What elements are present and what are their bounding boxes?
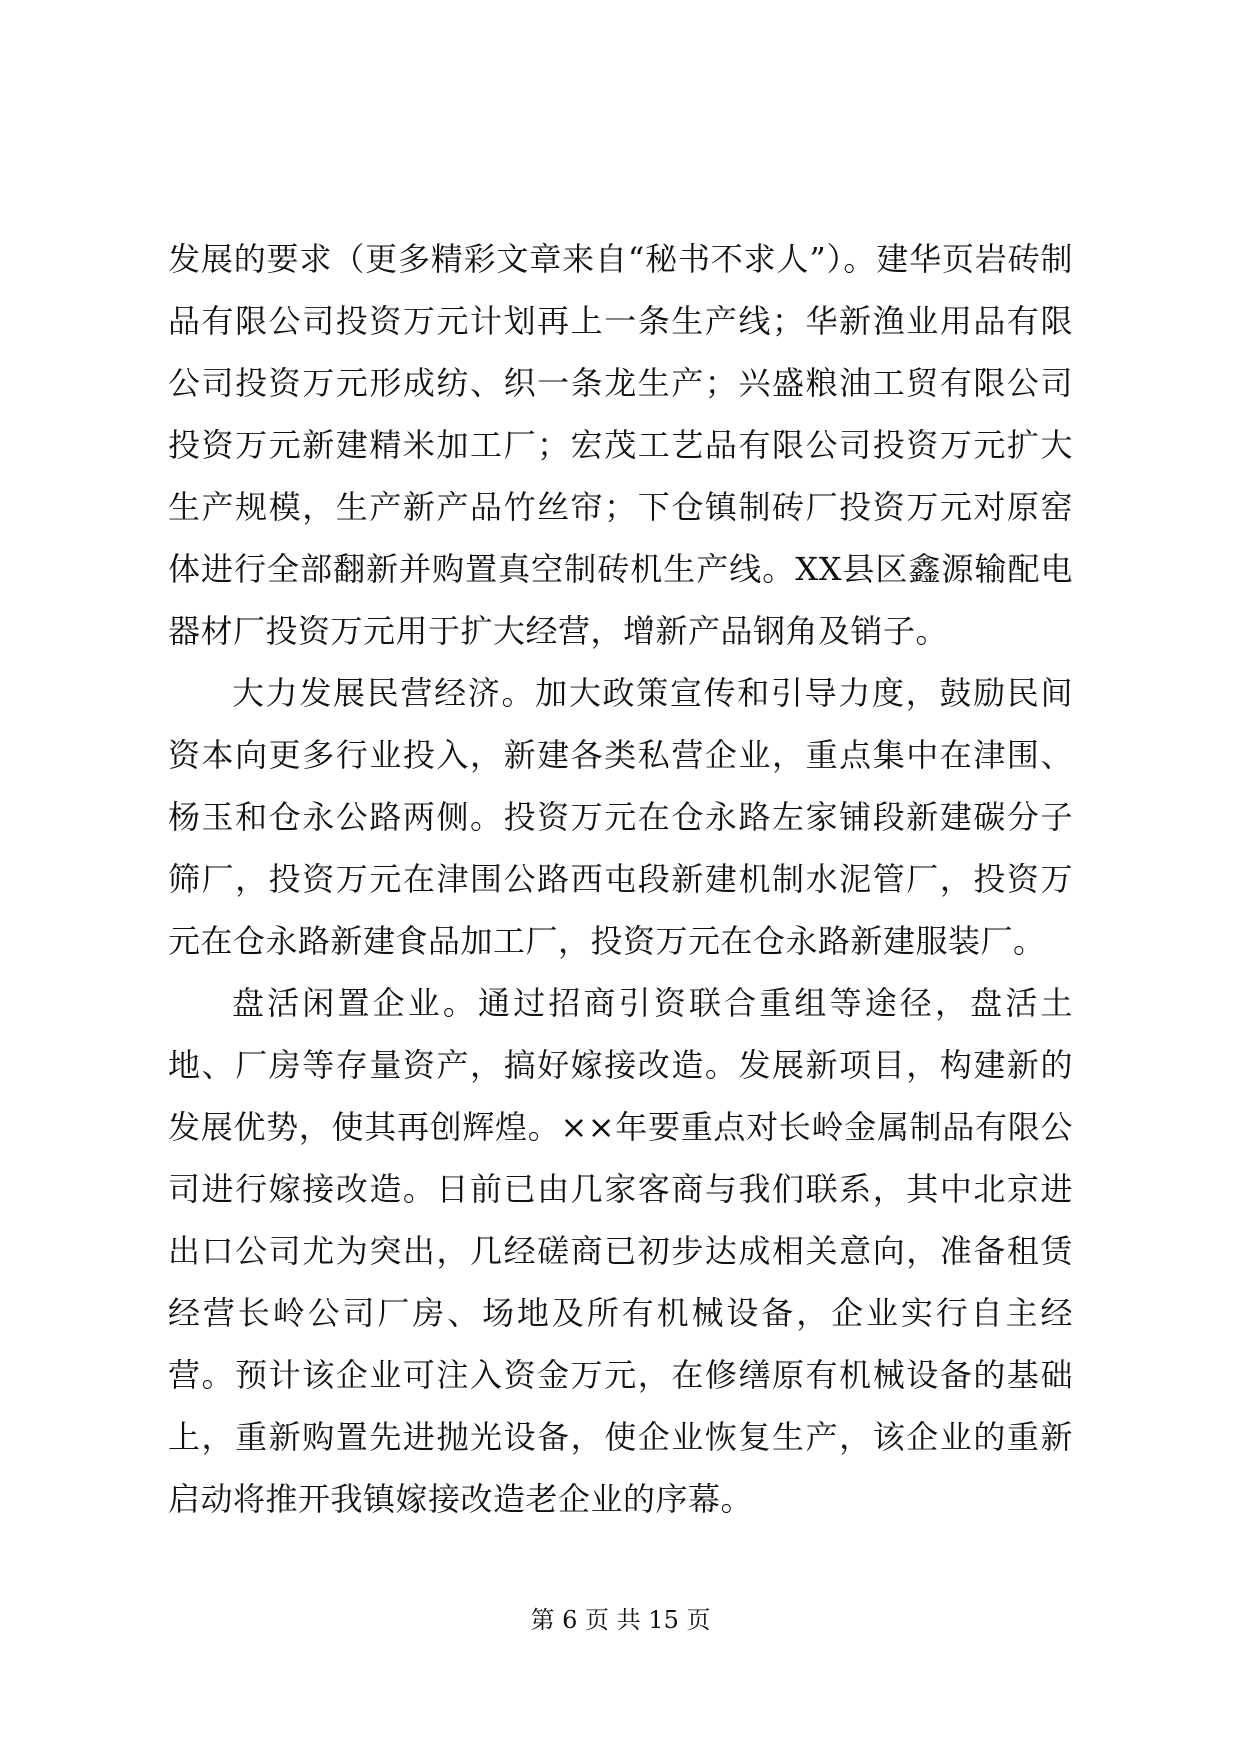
paragraph-private-economy: 大力发展民营经济。加大政策宣传和引导力度，鼓励民间资本向更多行业投入，新建各类私营企业，重点集中在津围、杨玉和仓永公路两侧。投资万元在仓永路左家铺段新建碳分子筛厂，投资万元在津围公路西屯段新建机制水泥管厂，投资万元在仓永路新建食品加工厂，投资万元在仓永路新建服装厂。 bbox=[168, 674, 1073, 960]
paragraph-idle-enterprises: 盘活闲置企业。通过招商引资联合重组等途径，盘活土地、厂房等存量资产，搞好嫁接改造。发展新项目，构建新的发展优势，使其再创辉煌。××年要重点对长岭金属制品有限公司进行嫁接改造。日前已由几家客商与我们联系，其中北京进出口公司尤为突出，几经磋商已初步达成相关意向，准备租赁经营长岭公司厂房、场地及所有机械设备，企业实行自主经营。预计该企业可注入资金万元，在修缮原有机械设备的基础上，重新购置先进抛光设备，使企业恢复生产，该企业的重新启动将推开我镇嫁接改造老企业的序幕。 bbox=[168, 984, 1073, 1518]
paragraph-continuation: 发展的要求（更多精彩文章来自“秘书不求人”）。建华页岩砖制品有限公司投资万元计划再上一条生产线；华新渔业用品有限公司投资万元形成纺、织一条龙生产；兴盛粮油工贸有限公司投资万元新建精米加工厂；宏茂工艺品有限公司投资万元扩大生产规模，生产新产品竹丝帘；下仓镇制砖厂投资万元对原窑体进行全部翻新并购置真空制砖机生产线。XX县区鑫源输配电器材厂投资万元用于扩大经营，增新产品钢角及销子。 bbox=[168, 240, 1073, 650]
document-body bbox=[168, 228, 1073, 1530]
page-number-footer: 第 6 页 共 15 页 bbox=[530, 1606, 711, 1634]
